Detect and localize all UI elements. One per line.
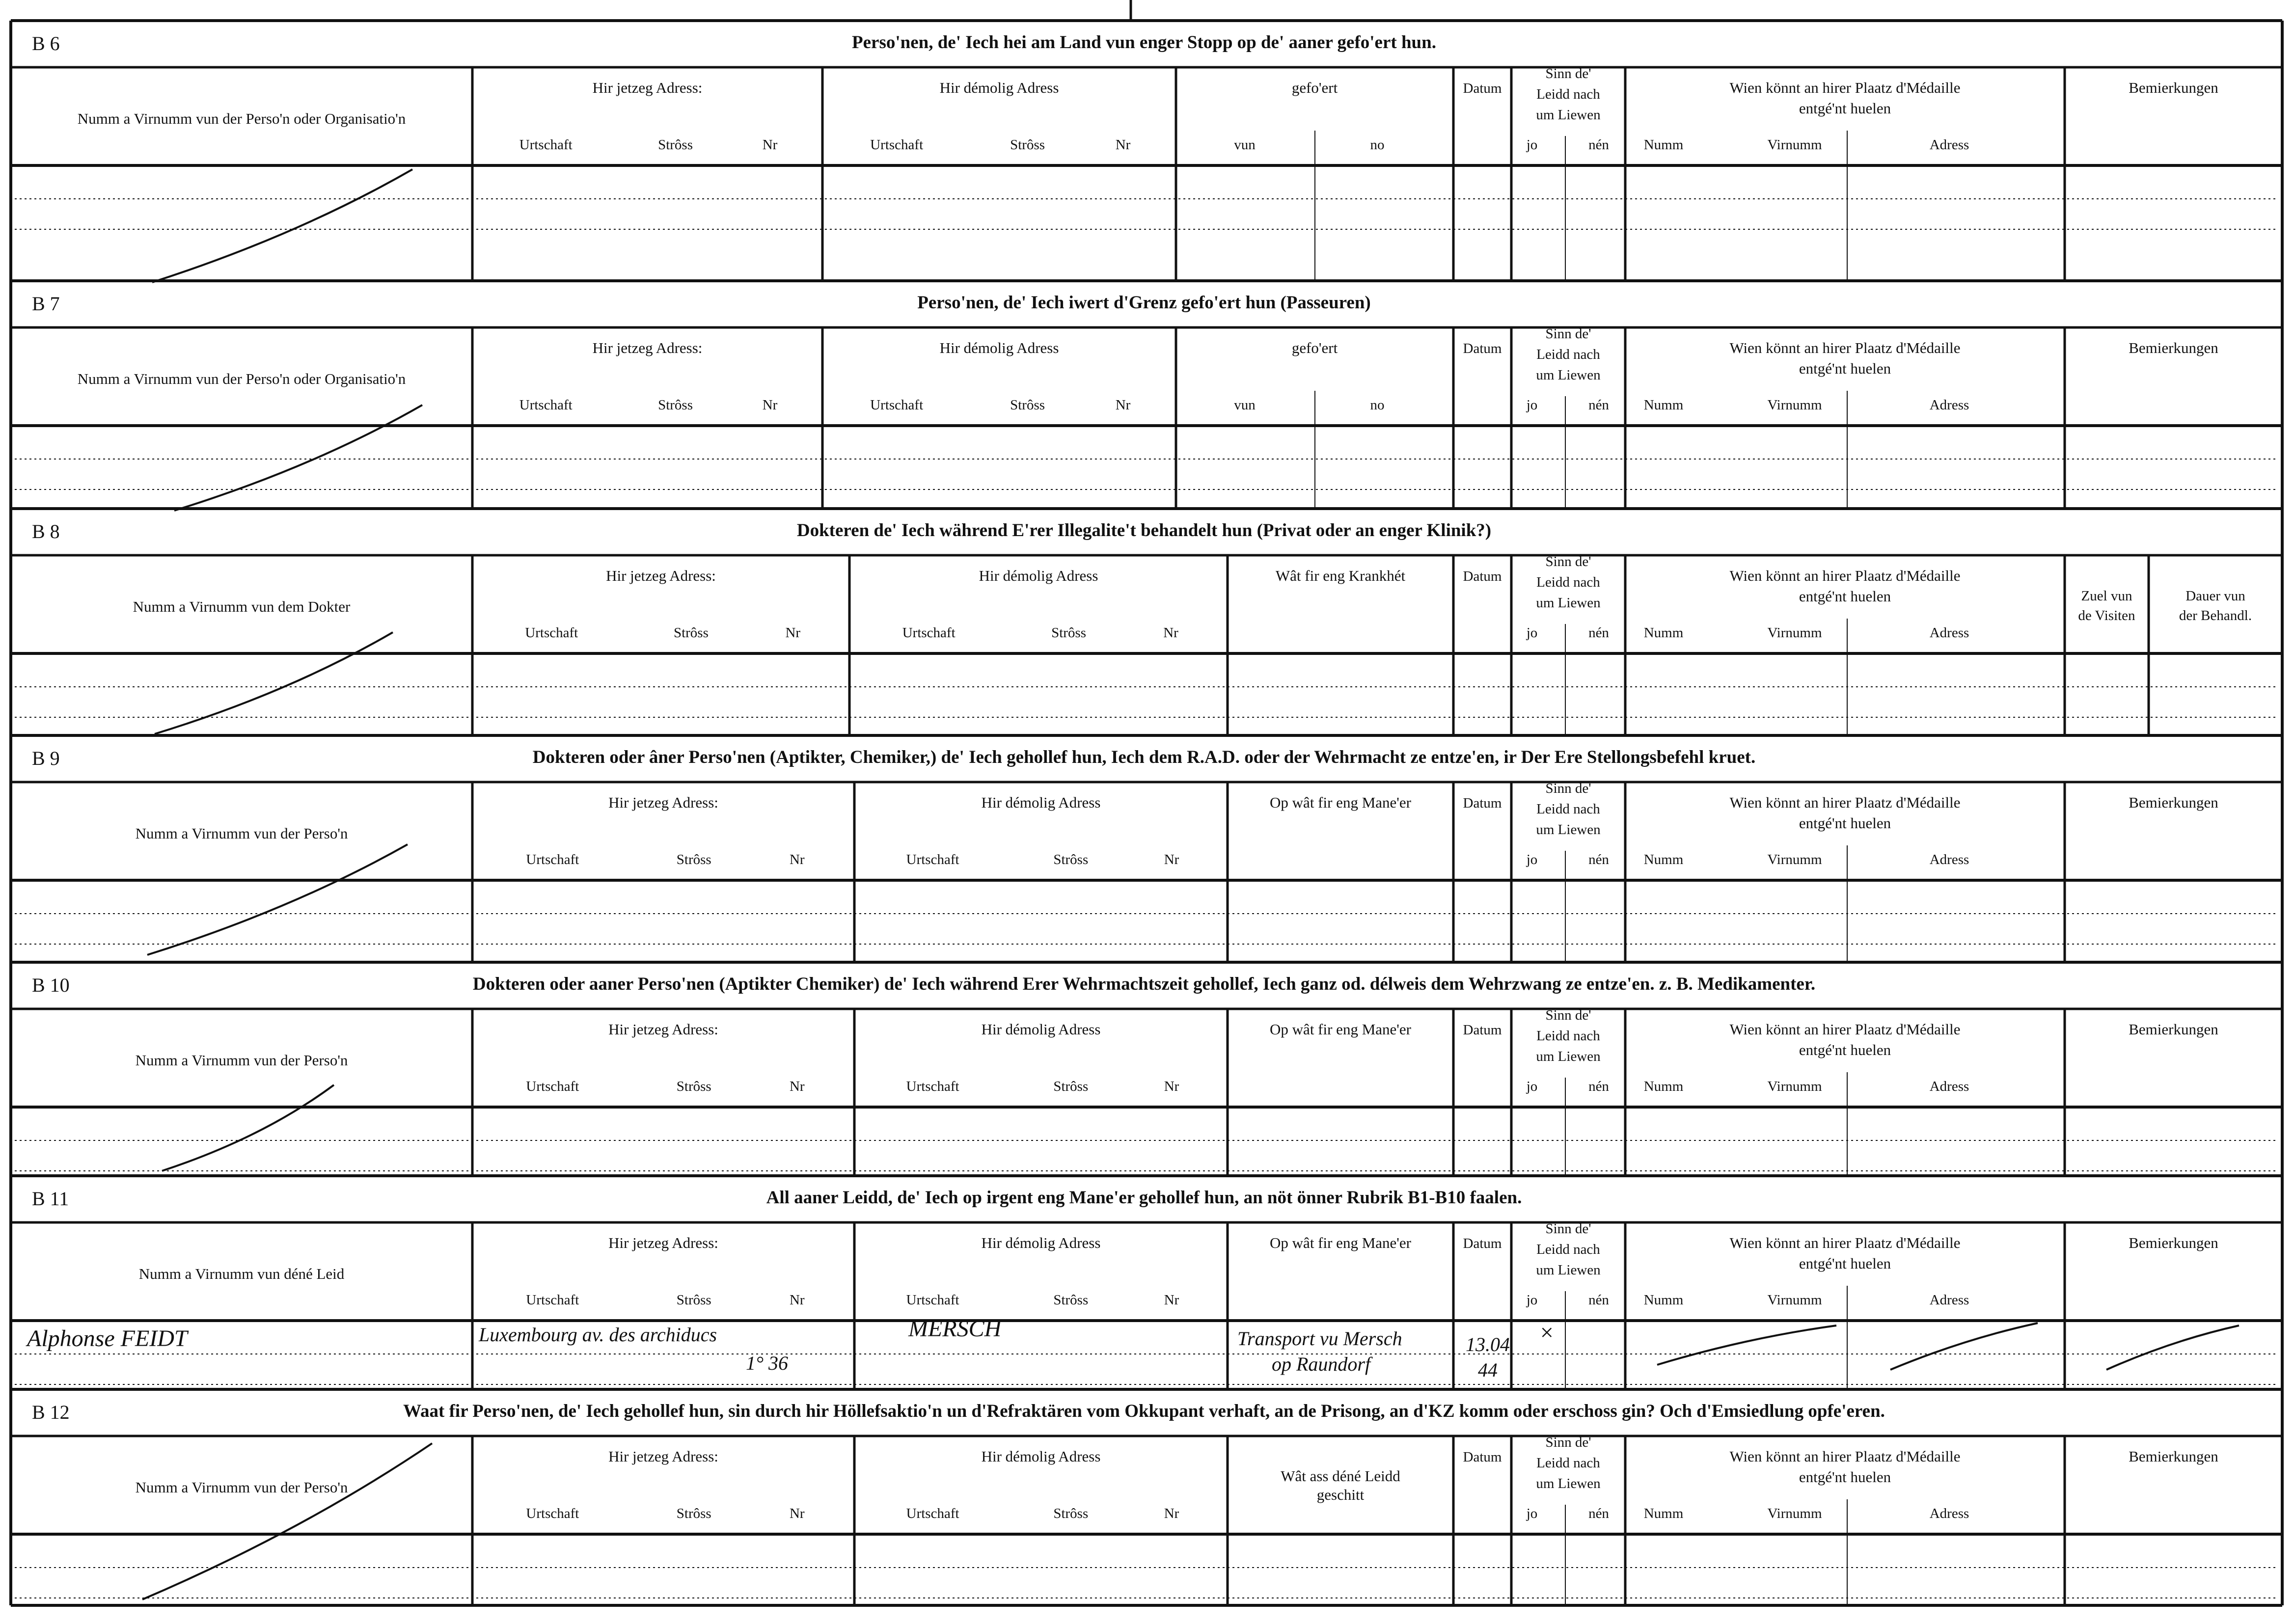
name-header: Numm a Virnumm vun der Perso'n oder Organisatio'n — [77, 110, 406, 127]
cancel-stroke — [152, 169, 412, 282]
medal-header-line2: entgé'nt huelen — [1799, 588, 1891, 605]
town-subheader: Urtschaft — [906, 852, 959, 867]
alive-yes-mark: × — [1538, 1320, 1555, 1346]
town-subheader: Urtschaft — [525, 625, 578, 641]
column-name — [133, 598, 351, 615]
visits-header-line2: de Visiten — [2078, 608, 2135, 623]
no-subheader: nén — [1588, 137, 1609, 153]
section-b12 — [11, 1389, 2282, 1605]
illness-header: Wât fir eng Krankhét — [1275, 567, 1406, 584]
town-subheader: Urtschaft — [519, 137, 573, 153]
surname-subheader: Numm — [1643, 1506, 1684, 1521]
name-header: Numm a Virnumm vun der Perso'n oder Organisatio'n — [77, 370, 406, 387]
column-fmr — [870, 339, 1130, 413]
suffered-header-line2: geschitt — [1316, 1486, 1365, 1503]
current-address-header: Hir jetzeg Adress: — [592, 79, 703, 96]
column-cur — [525, 567, 800, 641]
column-fmr — [906, 794, 1179, 867]
name-header: Numm a Virnumm vun der Perso'n — [135, 1479, 348, 1496]
no-subheader: nén — [1588, 397, 1609, 413]
column-medal — [1644, 79, 1969, 281]
transported-header: gefo'ert — [1291, 339, 1338, 356]
section-b11 — [11, 1176, 2282, 1389]
column-cur — [519, 79, 778, 153]
entry-name: Alphonse FEIDT — [27, 1326, 188, 1352]
address-subheader: Adress — [1929, 1079, 1969, 1094]
name-header: Numm a Virnumm vun der Perso'n — [135, 1052, 348, 1069]
street-subheader: Strôss — [676, 852, 711, 867]
entry-house-number: 1° 36 — [746, 1352, 788, 1374]
column-medal — [1644, 1448, 1969, 1605]
yes-subheader: jo — [1526, 1292, 1538, 1308]
column-fmr — [906, 1234, 1179, 1308]
town-subheader: Urtschaft — [526, 1506, 579, 1521]
column-sick — [1276, 567, 1406, 584]
entry-current-address: Luxembourg av. des archiducs — [479, 1324, 717, 1346]
town-subheader: Urtschaft — [906, 1506, 959, 1521]
surname-subheader: Numm — [1643, 137, 1684, 153]
name-header: Numm a Virnumm vun dem Dokter — [133, 598, 351, 615]
former-address-header: Hir démolig Adress — [981, 1448, 1101, 1465]
cancel-stroke — [162, 1085, 334, 1171]
column-cur — [519, 339, 778, 413]
column-rem — [2129, 1021, 2218, 1038]
alive-header-line3: um Liewen — [1536, 595, 1601, 611]
column-cur — [526, 1234, 805, 1308]
column-alive — [1526, 781, 1610, 962]
section-title: All aaner Leidd, de' Iech op irgent eng Mane'er gehollef hun, an nöt önner Rubrik B1-B10 faalen. — [766, 1188, 1522, 1208]
column-cur — [526, 794, 805, 867]
column-rem — [2129, 1234, 2218, 1251]
column-medal — [1644, 1234, 1969, 1389]
date-header: Datum — [1463, 341, 1502, 356]
name-header: Numm a Virnumm vun der Perso'n — [135, 825, 348, 842]
street-subheader: Strôss — [1053, 1079, 1089, 1094]
manner-header: Op wât fir eng Mane'er — [1270, 794, 1411, 811]
surname-subheader: Numm — [1643, 625, 1684, 641]
column-how — [1270, 1234, 1412, 1251]
entry-manner-line2: op Raundorf — [1272, 1353, 1371, 1375]
column-name — [139, 1265, 345, 1282]
column-alive — [1526, 1435, 1610, 1605]
column-medal — [1644, 1021, 1969, 1176]
column-rem — [2129, 1448, 2218, 1465]
town-subheader: Urtschaft — [526, 1079, 579, 1094]
current-address-header: Hir jetzeg Adress: — [608, 1448, 718, 1465]
alive-header-line2: Leidd nach — [1536, 86, 1600, 102]
former-address-header: Hir démolig Adress — [981, 1234, 1101, 1251]
medal-header-line2: entgé'nt huelen — [1799, 1041, 1891, 1058]
entry-date: 13.04 — [1466, 1333, 1510, 1355]
medal-header-line1: Wien könnt an hirer Plaatz d'Médaille — [1729, 1021, 1961, 1038]
no-subheader: nén — [1588, 1292, 1609, 1308]
date-header: Datum — [1463, 568, 1502, 584]
town-subheader: Urtschaft — [902, 625, 956, 641]
entry-manner: Transport vu Mersch — [1237, 1327, 1402, 1350]
entry-former-address: MERSCH — [908, 1316, 1002, 1342]
yes-subheader: jo — [1526, 397, 1538, 413]
alive-header-line3: um Liewen — [1536, 1476, 1601, 1491]
column-date — [1463, 1022, 1502, 1038]
from-subheader: vun — [1234, 137, 1256, 153]
column-fmr — [906, 1021, 1179, 1094]
manner-header: Op wât fir eng Mane'er — [1270, 1234, 1411, 1251]
column-dur — [2179, 588, 2252, 623]
column-name — [136, 825, 348, 842]
duration-header: Dauer vun — [2185, 588, 2245, 604]
number-subheader: Nr — [785, 625, 801, 641]
number-subheader: Nr — [1164, 1506, 1179, 1521]
current-address-header: Hir jetzeg Adress: — [606, 567, 716, 584]
column-date — [1463, 81, 1502, 96]
current-address-header: Hir jetzeg Adress: — [608, 1234, 718, 1251]
medal-header-line1: Wien könnt an hirer Plaatz d'Médaille — [1729, 794, 1961, 811]
no-subheader: nén — [1588, 852, 1609, 867]
cancel-stroke — [142, 1443, 432, 1599]
town-subheader: Urtschaft — [526, 852, 579, 867]
alive-header-line2: Leidd nach — [1536, 1242, 1600, 1257]
yes-subheader: jo — [1526, 137, 1538, 153]
street-subheader: Strôss — [1010, 137, 1045, 153]
town-subheader: Urtschaft — [870, 137, 924, 153]
firstname-subheader: Virnumm — [1767, 1292, 1822, 1308]
alive-header-line2: Leidd nach — [1536, 1455, 1600, 1471]
column-suff — [1281, 1467, 1400, 1503]
alive-header-line1: Sinn de' — [1545, 66, 1591, 81]
address-subheader: Adress — [1929, 1292, 1969, 1308]
column-medal — [1644, 567, 1969, 735]
town-subheader: Urtschaft — [906, 1079, 959, 1094]
remarks-header: Bemierkungen — [2129, 794, 2218, 811]
remarks-header: Bemierkungen — [2129, 79, 2218, 96]
duration-header-line2: der Behandl. — [2179, 608, 2252, 623]
surname-subheader: Numm — [1643, 397, 1684, 413]
section-title: Perso'nen, de' Iech hei am Land vun enger Stopp op de' aaner gefo'ert hun. — [852, 32, 1436, 53]
current-address-header: Hir jetzeg Adress: — [592, 339, 703, 356]
medal-header-line2: entgé'nt huelen — [1799, 100, 1891, 117]
alive-header-line3: um Liewen — [1536, 1262, 1601, 1278]
column-date — [1463, 1236, 1502, 1251]
street-subheader: Strôss — [1010, 397, 1045, 413]
number-subheader: Nr — [1164, 1292, 1179, 1308]
surname-subheader: Numm — [1643, 852, 1684, 867]
column-alive — [1526, 1007, 1610, 1176]
column-date — [1463, 568, 1502, 584]
section-id: B 7 — [32, 293, 60, 315]
alive-header-line2: Leidd nach — [1536, 1028, 1600, 1044]
section-title: Dokteren oder âner Perso'nen (Aptikter, Chemiker,) de' Iech gehollef hun, Iech dem R.A.D. oder der Wehrmacht ze entze'en, ir Der Ere Stellongsbefehl kruet. — [532, 747, 1756, 767]
b11-handwritten-entry — [26, 1316, 2239, 1381]
remarks-header: Bemierkungen — [2129, 1021, 2218, 1038]
column-medal — [1644, 339, 1969, 509]
column-name — [136, 1052, 348, 1069]
name-header: Numm a Virnumm vun déné Leid — [138, 1265, 345, 1282]
alive-header-line3: um Liewen — [1536, 1049, 1601, 1064]
number-subheader: Nr — [789, 852, 805, 867]
alive-header-line3: um Liewen — [1536, 822, 1601, 838]
alive-header-line2: Leidd nach — [1536, 574, 1600, 590]
alive-header-line1: Sinn de' — [1545, 1007, 1591, 1023]
date-header: Datum — [1463, 795, 1502, 811]
medal-header-line1: Wien könnt an hirer Plaatz d'Médaille — [1729, 79, 1961, 96]
column-date — [1463, 1449, 1502, 1465]
section-id: B 6 — [32, 32, 60, 54]
entry-date-line2: 44 — [1478, 1359, 1498, 1381]
column-fmr — [906, 1448, 1179, 1521]
transported-header: gefo'ert — [1291, 79, 1338, 96]
medal-header-line1: Wien könnt an hirer Plaatz d'Médaille — [1729, 567, 1961, 584]
number-subheader: Nr — [1164, 852, 1179, 867]
column-gef — [1234, 339, 1384, 509]
section-title: Dokteren oder aaner Perso'nen (Aptikter Chemiker) de' Iech während Erer Wehrmachtszeit gehollef, Iech ganz od. délweis dem Wehrzwang ze entze'en. z. B. Medikamenter. — [472, 974, 1816, 994]
column-name — [78, 370, 406, 387]
town-subheader: Urtschaft — [906, 1292, 959, 1308]
date-header: Datum — [1463, 1022, 1502, 1038]
surname-subheader: Numm — [1643, 1079, 1684, 1094]
cancel-stroke — [1890, 1323, 2038, 1370]
medal-header-line1: Wien könnt an hirer Plaatz d'Médaille — [1729, 1448, 1961, 1465]
medal-header-line1: Wien könnt an hirer Plaatz d'Médaille — [1729, 339, 1961, 356]
street-subheader: Strôss — [676, 1079, 711, 1094]
date-header: Datum — [1463, 1449, 1502, 1465]
current-address-header: Hir jetzeg Adress: — [608, 1021, 718, 1038]
date-header: Datum — [1463, 81, 1502, 96]
cancel-stroke — [147, 844, 408, 955]
number-subheader: Nr — [1164, 1079, 1179, 1094]
surname-subheader: Numm — [1643, 1292, 1684, 1308]
yes-subheader: jo — [1526, 1079, 1538, 1094]
remarks-header: Bemierkungen — [2129, 1234, 2218, 1251]
cancel-stroke — [1657, 1326, 1836, 1365]
column-alive — [1526, 66, 1610, 281]
firstname-subheader: Virnumm — [1767, 625, 1822, 641]
column-date — [1463, 341, 1502, 356]
column-visit — [2078, 588, 2135, 623]
street-subheader: Strôss — [1051, 625, 1087, 641]
number-subheader: Nr — [762, 137, 778, 153]
section-b7 — [11, 281, 2282, 511]
column-how — [1270, 1021, 1412, 1038]
column-date — [1463, 795, 1502, 811]
alive-header-line1: Sinn de' — [1545, 1221, 1591, 1237]
former-address-header: Hir démolig Adress — [981, 1021, 1101, 1038]
no-subheader: nén — [1588, 1079, 1609, 1094]
town-subheader: Urtschaft — [526, 1292, 579, 1308]
yes-subheader: jo — [1526, 852, 1538, 867]
column-medal — [1644, 794, 1969, 962]
column-name — [78, 110, 406, 127]
suffered-header: Wât ass déné Leidd — [1281, 1467, 1400, 1485]
street-subheader: Strôss — [658, 137, 693, 153]
alive-header-line1: Sinn de' — [1545, 781, 1591, 796]
number-subheader: Nr — [789, 1506, 805, 1521]
section-title: Waat fir Perso'nen, de' Iech gehollef hun, sin durch hir Höllefsaktio'n un d'Refraktären vom Okkupant verhaft, an de Prisong, an d'KZ komm oder erschoss gin? Och d'Emsiedlung opfe'eren. — [403, 1401, 1885, 1421]
former-address-header: Hir démolig Adress — [979, 567, 1098, 584]
section-b9 — [11, 735, 2282, 962]
address-subheader: Adress — [1929, 852, 1969, 867]
number-subheader: Nr — [1163, 625, 1178, 641]
medal-header-line2: entgé'nt huelen — [1799, 814, 1891, 832]
address-subheader: Adress — [1929, 397, 1969, 413]
remarks-header: Bemierkungen — [2129, 339, 2218, 356]
street-subheader: Strôss — [1053, 852, 1089, 867]
column-alive — [1526, 326, 1610, 509]
column-alive — [1526, 554, 1610, 735]
visits-header: Zuel vun — [2081, 588, 2132, 604]
former-address-header: Hir démolig Adress — [939, 79, 1059, 96]
street-subheader: Strôss — [1053, 1292, 1089, 1308]
section-id: B 12 — [32, 1401, 70, 1423]
street-subheader: Strôss — [673, 625, 709, 641]
column-cur — [526, 1021, 805, 1094]
firstname-subheader: Virnumm — [1767, 137, 1822, 153]
medal-header-line2: entgé'nt huelen — [1799, 1468, 1891, 1486]
current-address-header: Hir jetzeg Adress: — [608, 794, 718, 811]
alive-header-line1: Sinn de' — [1545, 554, 1591, 569]
column-fmr — [902, 567, 1178, 641]
column-rem — [2129, 79, 2218, 96]
medal-header-line2: entgé'nt huelen — [1799, 360, 1891, 377]
number-subheader: Nr — [789, 1292, 805, 1308]
street-subheader: Strôss — [658, 397, 693, 413]
firstname-subheader: Virnumm — [1767, 1079, 1822, 1094]
column-rem — [2129, 794, 2218, 811]
street-subheader: Strôss — [676, 1506, 711, 1521]
address-subheader: Adress — [1929, 1506, 1969, 1521]
street-subheader: Strôss — [676, 1292, 711, 1308]
yes-subheader: jo — [1526, 1506, 1538, 1521]
medal-header-line1: Wien könnt an hirer Plaatz d'Médaille — [1729, 1234, 1961, 1251]
town-subheader: Urtschaft — [870, 397, 924, 413]
no-subheader: nén — [1588, 625, 1609, 641]
cancel-stroke — [2106, 1326, 2239, 1370]
firstname-subheader: Virnumm — [1767, 1506, 1822, 1521]
number-subheader: Nr — [789, 1079, 805, 1094]
column-cur — [526, 1448, 805, 1521]
alive-header-line2: Leidd nach — [1536, 801, 1600, 817]
cancel-stroke — [155, 632, 393, 734]
former-address-header: Hir démolig Adress — [981, 794, 1101, 811]
alive-header-line1: Sinn de' — [1545, 1435, 1591, 1450]
number-subheader: Nr — [1115, 397, 1131, 413]
section-id: B 11 — [32, 1188, 69, 1210]
alive-header-line3: um Liewen — [1536, 107, 1601, 123]
cancel-stroke — [174, 405, 422, 511]
to-subheader: no — [1370, 137, 1385, 153]
remarks-header: Bemierkungen — [2129, 1448, 2218, 1465]
section-id: B 10 — [32, 974, 70, 996]
former-address-header: Hir démolig Adress — [939, 339, 1059, 356]
column-rem — [2129, 339, 2218, 356]
from-subheader: vun — [1234, 397, 1256, 413]
section-b8 — [11, 509, 2282, 735]
section-id: B 8 — [32, 520, 60, 542]
number-subheader: Nr — [762, 397, 778, 413]
no-subheader: nén — [1588, 1506, 1609, 1521]
street-subheader: Strôss — [1053, 1506, 1089, 1521]
column-name — [136, 1479, 348, 1496]
yes-subheader: jo — [1526, 625, 1538, 641]
column-gef — [1234, 79, 1384, 281]
address-subheader: Adress — [1929, 625, 1969, 641]
town-subheader: Urtschaft — [519, 397, 573, 413]
alive-header-line3: um Liewen — [1536, 367, 1601, 383]
column-fmr — [870, 79, 1130, 153]
date-header: Datum — [1463, 1236, 1502, 1251]
section-title: Perso'nen, de' Iech iwert d'Grenz gefo'ert hun (Passeuren) — [917, 293, 1371, 313]
column-alive — [1526, 1221, 1610, 1389]
medal-header-line2: entgé'nt huelen — [1799, 1255, 1891, 1272]
to-subheader: no — [1370, 397, 1385, 413]
manner-header: Op wât fir eng Mane'er — [1270, 1021, 1411, 1038]
firstname-subheader: Virnumm — [1767, 852, 1822, 867]
number-subheader: Nr — [1115, 137, 1131, 153]
section-b6 — [11, 21, 2282, 282]
section-b10 — [11, 962, 2282, 1176]
alive-header-line1: Sinn de' — [1545, 326, 1591, 342]
address-subheader: Adress — [1929, 137, 1969, 153]
column-how — [1270, 794, 1412, 811]
firstname-subheader: Virnumm — [1767, 397, 1822, 413]
section-id: B 9 — [32, 747, 60, 769]
alive-header-line2: Leidd nach — [1536, 347, 1600, 362]
section-title: Dokteren de' Iech während E'rer Illegalite't behandelt hun (Privat oder an enger Klinik?) — [796, 520, 1492, 541]
